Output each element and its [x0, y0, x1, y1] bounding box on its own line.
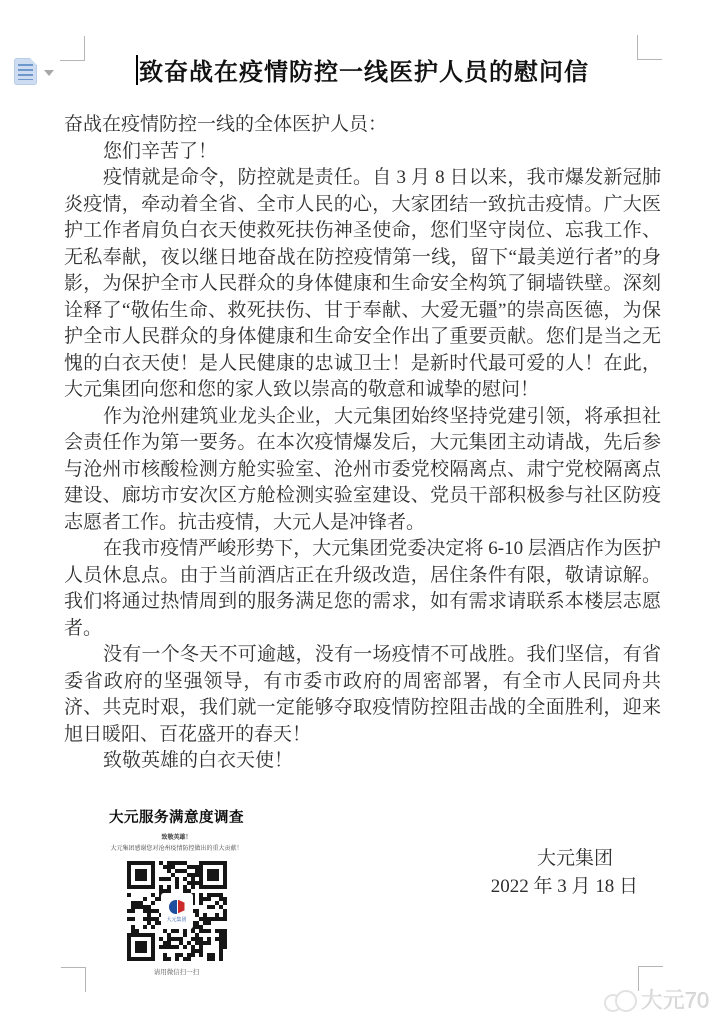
- logo-text: 大元集团: [166, 916, 187, 923]
- letter-body[interactable]: [64, 112, 661, 775]
- chevron-down-icon[interactable]: [44, 70, 54, 76]
- watermark-text: 大元70: [641, 988, 710, 1013]
- body-paragraph: 作为沧州建筑业龙头企业，大元集团始终坚持党建引领，将承担社会责任作为第一要务。在本次疫情爆发后，大元集团主动请战，先后参与沧州市核酸检测方舱实验室、沧州市委党校隔离点、肃宁党校隔离点建设、廊坊市安次区方舱检测实验室建设、党员干部积极参与社区防疫志愿者工作。抗击疫情，大元人是冲锋者。: [64, 405, 661, 533]
- survey-subline-1: 致敬英雄！: [161, 835, 192, 841]
- company-logo: [161, 893, 193, 929]
- body-paragraph: 奋战在疫情防控一线的全体医护人员：: [64, 114, 388, 135]
- account-watermark: [604, 984, 709, 1015]
- signature-name: 大元集团: [536, 848, 613, 869]
- watermark-logo-icon: [604, 988, 638, 1012]
- qr-scan-caption: 请用微信扫一扫: [153, 969, 200, 976]
- body-paragraph: 致敬英雄的白衣天使！: [103, 750, 294, 771]
- page-fold-glyph: [30, 58, 37, 65]
- qr-code: [127, 861, 227, 961]
- letter-title[interactable]: [64, 52, 661, 87]
- paste-options-icon[interactable]: [14, 58, 37, 85]
- body-paragraph: 您们辛苦了！: [103, 140, 218, 162]
- crop-mark-bottom-left: [61, 967, 86, 992]
- company-logo-mark: [169, 900, 185, 914]
- text-cursor: [136, 55, 138, 85]
- satisfaction-survey-block: [104, 806, 249, 976]
- letter-title-text: 致奋战在疫情防控一线医护人员的慰问信: [139, 60, 589, 86]
- document-lines-glyph: [18, 64, 33, 80]
- logo-blue-shape: [169, 900, 177, 914]
- survey-heading: 大元服务满意度调查: [109, 810, 244, 826]
- body-paragraph: 在我市疫情严峻形势下，大元集团党委决定将 6-10 层酒店作为医护人员休息点。由于当前酒店正在升级改造，居住条件有限，敬请谅解。我们将通过热情周到的服务满足您的需求，如有需求请联系本楼层志愿者。: [64, 538, 661, 639]
- survey-subline-2: 大元集团感谢您对沧州疫情防控做出的重大贡献！: [110, 846, 243, 852]
- body-paragraph: 疫情就是命令，防控就是责任。自 3 月 8 日以来，我市爆发新冠肺炎疫情，牵动着全省、全市人民的心，大家团结一致抗击疫情。广大医护工作者肩负白衣天使救死扶伤神圣使命，您们坚守岗位、忘我工作、无私奉献，夜以继日地奋战在防控疫情第一线，留下“最美逆行者”的身影，为保护全市人民群众的身体健康和生命安全构筑了铜墙铁壁。深刻诠释了“敬佑生命、救死扶伤、甘于奉献、大爱无疆”的崇高医德，为保护全市人民群众的身体健康和生命安全作出了重要贡献。您们是当之无愧的白衣天使！是人民健康的忠诚卫士！是新时代最可爱的人！在此，大元集团向您和您的家人致以崇高的敬意和诚挚的慰问！: [64, 167, 661, 400]
- signature-date: 2022 年 3 月 18 日: [490, 876, 638, 897]
- logo-red-shape: [178, 900, 185, 914]
- body-paragraph: 没有一个冬天不可逾越，没有一场疫情不可战胜。我们坚信，有省委省政府的坚强领导，有市委市政府的周密部署，有全市人民同舟共济、共克时艰，我们就一定能够夺取疫情防控阻击战的全面胜利，迎来旭日暖阳、百花盛开的春天！: [64, 644, 661, 745]
